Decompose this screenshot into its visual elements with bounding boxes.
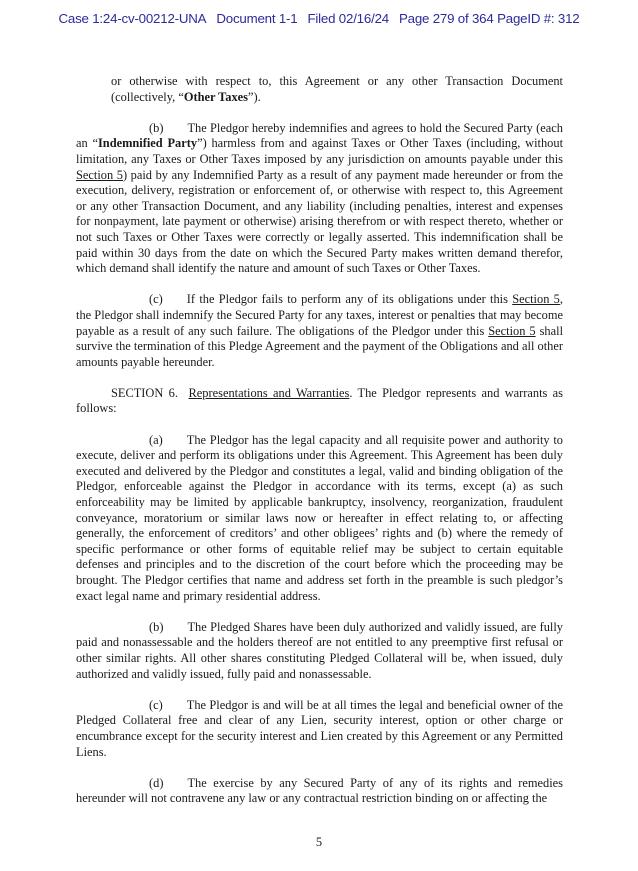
- section-5-reference: Section 5: [512, 292, 560, 307]
- filed-date: Filed 02/16/24: [307, 11, 389, 26]
- paragraph-6d: (d) The exercise by any Secured Party of any of its rights and remedies hereunder will not contravene any law or any contractual restriction binding on or affecting the: [76, 775, 563, 806]
- section-5-reference: Section 5: [76, 167, 123, 182]
- defined-term-other-taxes: Other Taxes: [183, 89, 248, 104]
- section-title: Representations and Warranties: [188, 385, 350, 400]
- paragraph-label: (c): [149, 292, 163, 307]
- defined-term-indemnified-party: Indemnified Party: [97, 136, 198, 151]
- court-filing-header: [0, 0, 638, 28]
- section-5-reference: Section 5: [488, 323, 536, 338]
- continued-paragraph: or otherwise with respect to, this Agreement or any other Transaction Document (collectively, “Other Taxes”).: [111, 74, 563, 104]
- document-body: [76, 74, 563, 807]
- paragraph-label: (b): [149, 619, 164, 634]
- paragraph-6a: (a) The Pledgor has the legal capacity and all requisite power and authority to execute, deliver and perform its obligations under this Agreement. This Agreement has been duly executed and delivered by the Pledgor and constitutes a legal, valid and binding obligation of the Pledgor, enforceable against the Pledgor in accordance with its terms, except (a) as such enforceability may be limited by applicable bankruptcy, insolvency, reorganization, fraudulent conveyance, moratorium or similar laws now or hereafter in effect relating to, or affecting generally, the enforcement of creditors’ and other obligees’ rights and (b) where the remedy of specific performance or other forms of equitable relief may be subject to certain equitable defenses and principles and to the discretion of the court before which the proceeding may be brought. The Pledgor certifies that name and address set forth in the preamble is such pledgor’s exact legal name and primary residential address.: [76, 432, 563, 603]
- paragraph-6c: (c) The Pledgor is and will be at all times the legal and beneficial owner of the Pledged Collateral free and clear of any Lien, security interest, option or other charge or encumbrance except for the security interest and Lien created by this Agreement or any Permitted Liens.: [76, 697, 563, 759]
- paragraph-5c: (c) If the Pledgor fails to perform any of its obligations under this Section 5, the Pledgor shall indemnify the Secured Party for any taxes, interest or penalties that may become payable as a result of any such failure. The obligations of the Pledgor under this Section 5 shall survive the termination of this Pledge Agreement and the payment of the Obligations and all other amounts payable hereunder.: [76, 292, 564, 369]
- paragraph-5b: (b) The Pledgor hereby indemnifies and agrees to hold the Secured Party (each an “Indemnified Party”) harmless from and against Taxes or Other Taxes (including, without limitation, any Taxes or Other Taxes imposed by any jurisdiction on amounts payable under this Section 5) paid by any Indemnified Party as a result of any payment made hereunder or from the execution, delivery, registration or enforcement of, or otherwise with respect to, this Agreement or any other Transaction Document, and any liability (including penalties, interest and expenses for nonpayment, late payment or otherwise) arising therefrom or with respect thereto, whether or not such Taxes or Other Taxes were correctly or legally asserted. This indemnification shall be paid within 30 days from the date on which the Secured Party makes written demand therefor, which demand shall identify the nature and amount of such Taxes or Other Taxes.: [76, 120, 564, 276]
- paragraph-label: (d): [149, 775, 164, 790]
- paragraph-label: (c): [149, 697, 163, 712]
- paragraph-label: (a): [149, 432, 163, 447]
- paragraph-label: (b): [149, 120, 164, 135]
- document-number: Document 1-1: [216, 11, 298, 26]
- page-id: PageID #: 312: [497, 11, 580, 26]
- section-6-heading: SECTION 6. Representations and Warranties. The Pledgor represents and warrants as follows:: [76, 385, 563, 416]
- paragraph-6b: (b) The Pledged Shares have been duly authorized and validly issued, are fully paid and nonassessable and the holders thereof are not entitled to any preemptive first refusal or other similar rights. All other shares constituting Pledged Collateral will be, when issued, duly authorized and validly issued, fully paid and nonassessable.: [76, 619, 563, 681]
- page-count: Page 279 of 364: [398, 11, 494, 26]
- page-number: 5: [315, 834, 323, 849]
- section-label: SECTION 6.: [111, 385, 178, 400]
- case-number: Case 1:24-cv-00212-UNA: [58, 11, 207, 26]
